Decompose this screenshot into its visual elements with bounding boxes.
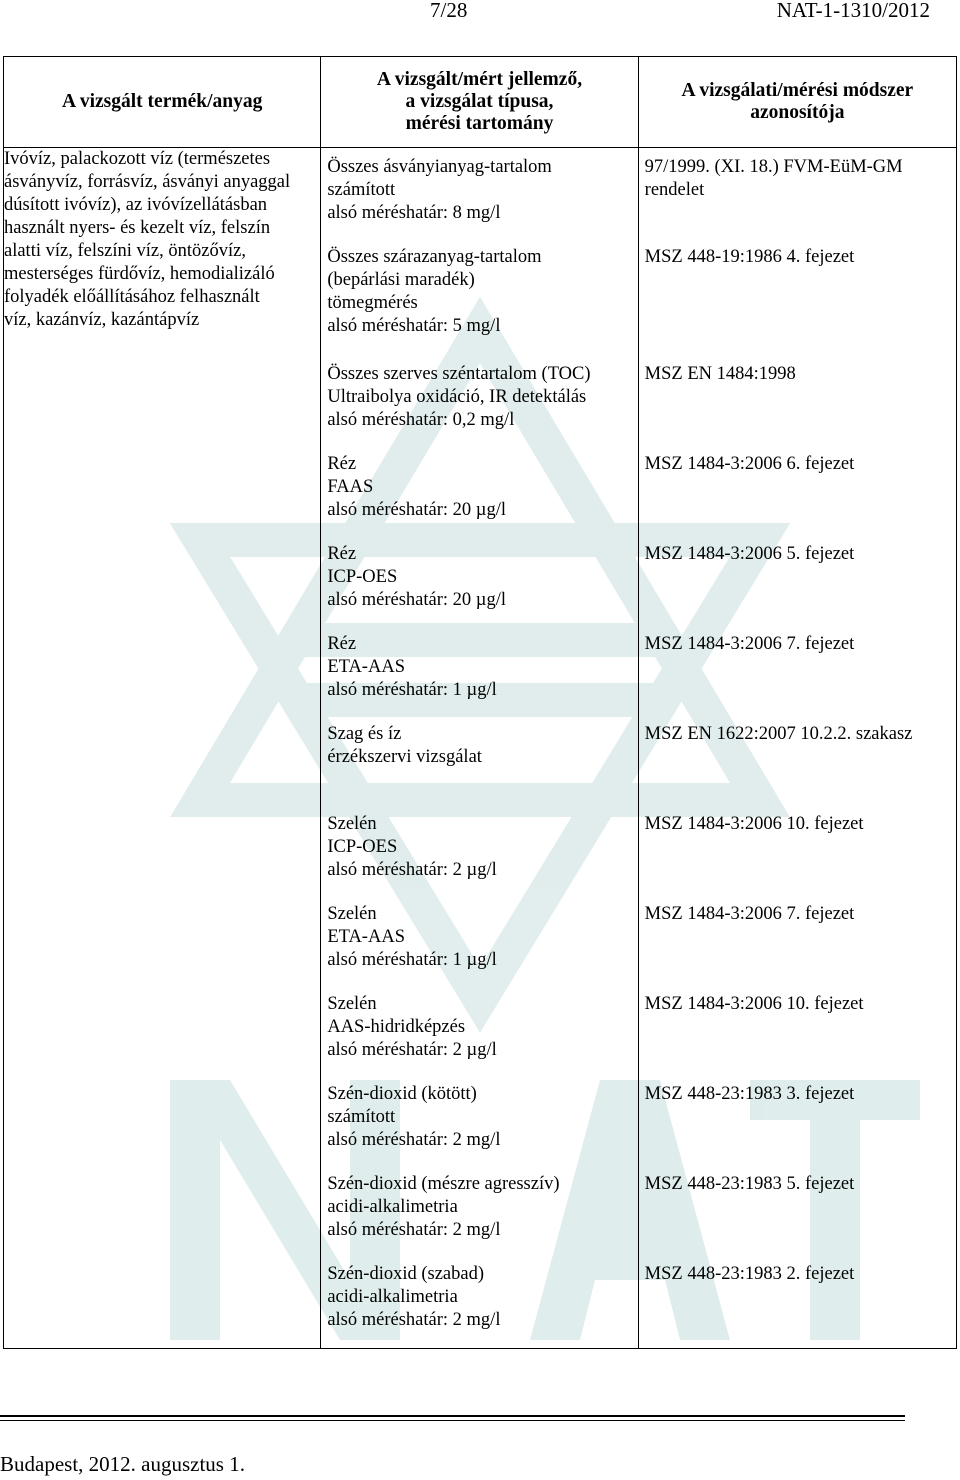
entry-method: MSZ 1484-3:2006 7. fejezet: [644, 634, 855, 654]
entry-method: MSZ 448-23:1983 3. fejezet: [644, 1084, 855, 1104]
page-number: 7/28: [430, 0, 468, 22]
entry-method: MSZ EN 1622:2007 10.2.2. szakasz: [644, 724, 913, 744]
entry-method: MSZ 448-23:1983 2. fejezet: [644, 1264, 855, 1284]
entry-method: 97/1999. (XI. 18.) FVM-EüM-GM rendelet: [644, 157, 903, 200]
entry-property: Szén-dioxid (mészre agresszív) acidi-alkalimetria alsó méréshatár: 2 mg/l: [327, 1174, 560, 1240]
entry-property: Réz ICP-OES alsó méréshatár: 20 µg/l: [327, 544, 506, 610]
entry-property: Réz FAAS alsó méréshatár: 20 µg/l: [327, 454, 506, 520]
entry-property: Összes ásványianyag-tartalom számított alsó méréshatár: 8 mg/l: [327, 157, 552, 223]
accreditation-table: [3, 56, 957, 1349]
table-row: [4, 148, 957, 1349]
header-product: A vizsgált termék/anyag: [4, 57, 321, 148]
entry-property: Szén-dioxid (kötött) számított alsó méréshatár: 2 mg/l: [327, 1084, 501, 1150]
entry-method: MSZ 1484-3:2006 7. fejezet: [644, 904, 855, 924]
entry-property: Szelén ETA-AAS alsó méréshatár: 1 µg/l: [327, 904, 497, 970]
entry-method: MSZ 1484-3:2006 10. fejezet: [644, 994, 864, 1014]
method-cell: [638, 148, 956, 1349]
property-cell: [321, 148, 638, 1349]
footer-divider: [0, 1415, 905, 1421]
entry-property: Szelén AAS-hidridképzés alsó méréshatár: 2 µg/l: [327, 994, 497, 1060]
entry-method: MSZ EN 1484:1998: [644, 364, 796, 384]
entry-method: MSZ 1484-3:2006 5. fejezet: [644, 544, 855, 564]
entry-property: Szelén ICP-OES alsó méréshatár: 2 µg/l: [327, 814, 497, 880]
product-cell: Ivóvíz, palackozott víz (természetes ásványvíz, forrásvíz, ásványi anyaggal dúsított ivóvíz), az ivóvízellátásban használt nyers- és kezelt víz, felszín alatti víz, felszíni víz, öntözővíz, mesterséges fürdővíz, hemodializáló folyadék előállításához felhasznált víz, kazánvíz, kazántápvíz: [4, 148, 321, 1349]
footer-date: Budapest, 2012. augusztus 1.: [0, 1452, 245, 1476]
entry-property: Szag és íz érzékszervi vizsgálat: [327, 724, 482, 767]
entry-property: Réz ETA-AAS alsó méréshatár: 1 µg/l: [327, 634, 497, 700]
document-id: NAT-1-1310/2012: [776, 0, 930, 22]
entry-method: MSZ 1484-3:2006 10. fejezet: [644, 814, 864, 834]
entry-property: Összes szárazanyag-tartalom (bepárlási maradék) tömegmérés alsó méréshatár: 5 mg/l: [327, 247, 542, 336]
entry-method: MSZ 1484-3:2006 6. fejezet: [644, 454, 855, 474]
header-method: A vizsgálati/mérési módszer azonosítója: [638, 57, 956, 148]
entry-method: MSZ 448-19:1986 4. fejezet: [644, 247, 855, 267]
table-header-row: [4, 57, 957, 148]
entry-property: Szén-dioxid (szabad) acidi-alkalimetria alsó méréshatár: 2 mg/l: [327, 1264, 501, 1330]
header-property: A vizsgált/mért jellemző, a vizsgálat típusa, mérési tartomány: [321, 57, 638, 148]
entry-property: Összes szerves széntartalom (TOC) Ultraibolya oxidáció, IR detektálás alsó méréshatár: 0,2 mg/l: [327, 364, 591, 430]
entry-method: MSZ 448-23:1983 5. fejezet: [644, 1174, 855, 1194]
